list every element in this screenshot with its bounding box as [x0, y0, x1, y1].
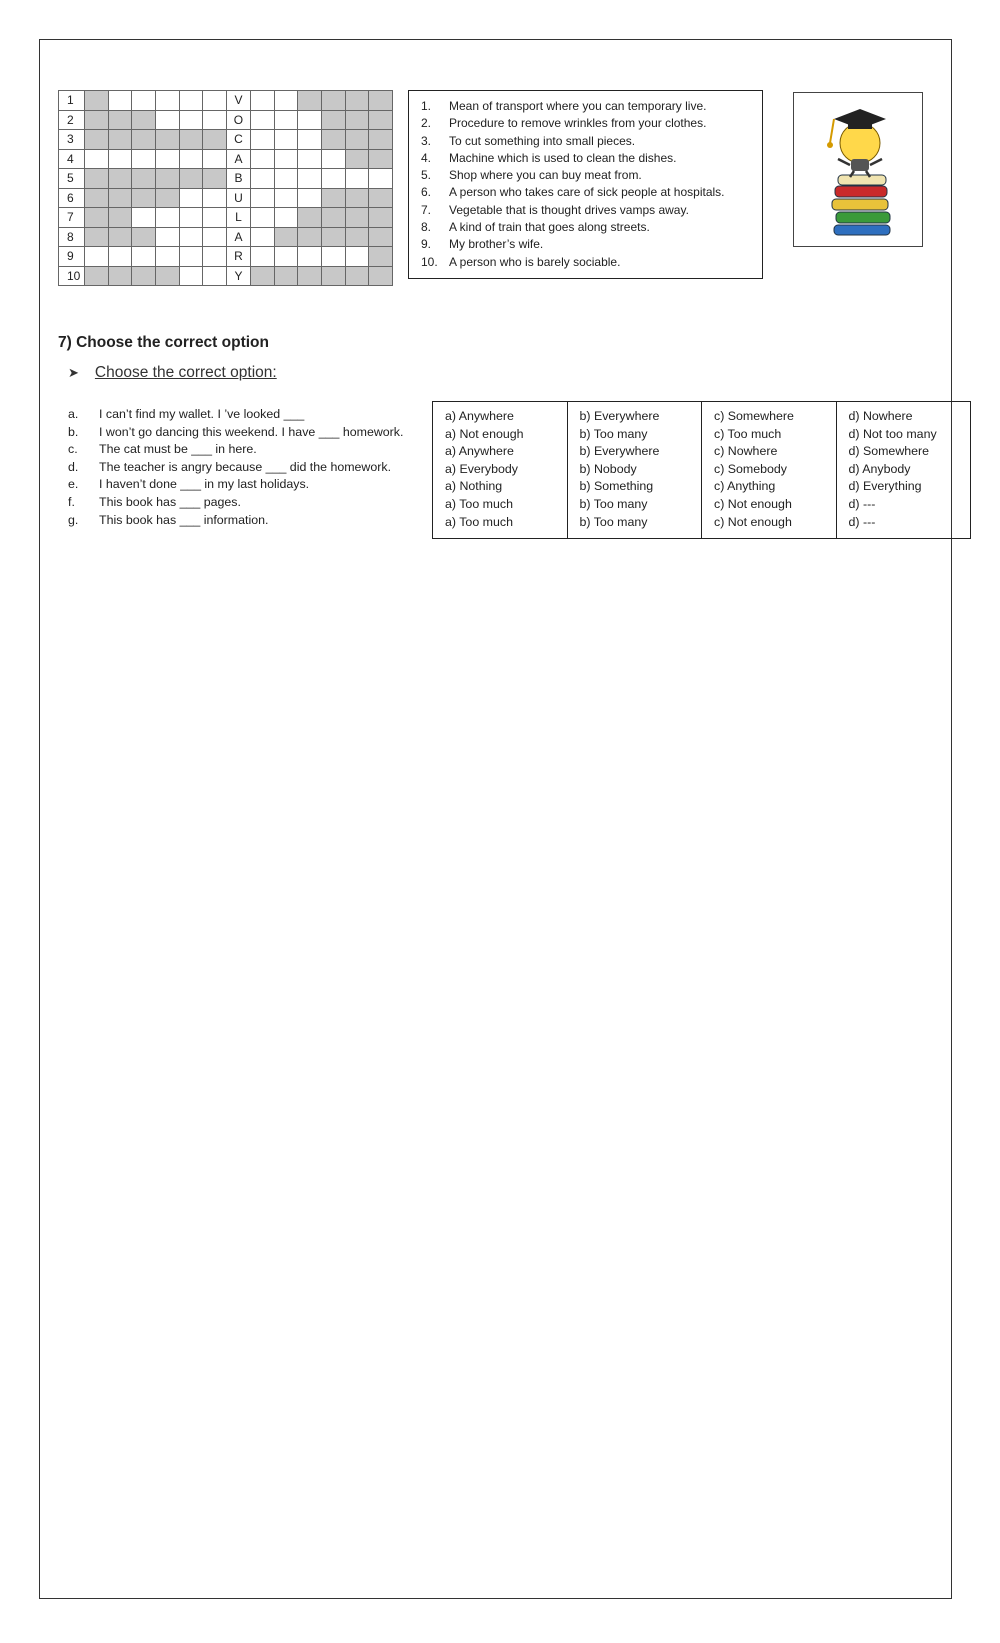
shaded-cell[interactable] [85, 130, 109, 150]
blank-cell[interactable] [250, 169, 274, 189]
clue-item [421, 150, 762, 167]
blank-cell[interactable] [250, 188, 274, 208]
shaded-cell[interactable] [345, 188, 369, 208]
key-letter-cell: Y [227, 266, 251, 286]
clue-text: Vegetable that is thought drives vamps away. [449, 202, 689, 217]
shaded-cell[interactable] [108, 169, 132, 189]
sentence-item [68, 406, 433, 424]
clue-item [421, 219, 762, 236]
option-item[interactable]: a) Nothing [445, 479, 503, 494]
row-number: 9 [59, 247, 85, 267]
blank-cell[interactable] [203, 227, 227, 247]
key-letter-cell: U [227, 188, 251, 208]
shaded-cell[interactable] [85, 227, 109, 247]
blank-cell[interactable] [321, 149, 345, 169]
blank-cell[interactable] [156, 149, 180, 169]
clues-box [408, 90, 763, 279]
option-item[interactable]: a) Anywhere [445, 409, 514, 423]
option-item[interactable]: a) Too much [445, 514, 513, 529]
blank-cell[interactable] [203, 208, 227, 228]
shaded-cell[interactable] [203, 169, 227, 189]
sentence-letter: c. [68, 442, 78, 457]
blank-cell[interactable] [203, 110, 227, 130]
option-item[interactable]: c) Somewhere [714, 409, 794, 423]
sentence-text: I can’t find my wallet. I ’ve looked ___ [99, 407, 305, 421]
key-letter-cell: A [227, 149, 251, 169]
option-item[interactable]: b) Too many [579, 496, 648, 511]
option-item[interactable]: c) Not enough [714, 514, 792, 529]
shaded-cell[interactable] [321, 188, 345, 208]
blank-cell[interactable] [345, 169, 369, 189]
grid-row [59, 91, 393, 111]
option-item[interactable]: c) Not enough [714, 496, 792, 511]
sentence-item [68, 494, 433, 512]
sentence-letter: e. [68, 477, 79, 492]
key-letter-cell: V [227, 91, 251, 111]
shaded-cell[interactable] [369, 91, 393, 111]
instruction [68, 364, 277, 382]
option-item[interactable]: d) Anybody [848, 461, 911, 476]
shaded-cell[interactable] [85, 188, 109, 208]
clue-text: A person who takes care of sick people at hospitals. [449, 185, 725, 200]
key-letter-cell: O [227, 110, 251, 130]
shaded-cell[interactable] [369, 188, 393, 208]
shaded-cell[interactable] [369, 149, 393, 169]
shaded-cell[interactable] [108, 266, 132, 286]
sentence-text: I haven’t done ___ in my last holidays. [99, 477, 310, 492]
blank-cell[interactable] [298, 130, 322, 150]
blank-cell[interactable] [203, 91, 227, 111]
blank-cell[interactable] [179, 247, 203, 267]
blank-cell[interactable] [298, 149, 322, 169]
shaded-cell[interactable] [179, 130, 203, 150]
shaded-cell[interactable] [132, 130, 156, 150]
clue-item [421, 236, 762, 253]
option-column [567, 402, 702, 539]
blank-cell[interactable] [132, 208, 156, 228]
shaded-cell[interactable] [298, 227, 322, 247]
shaded-cell[interactable] [369, 266, 393, 286]
blank-cell[interactable] [203, 149, 227, 169]
clue-number: 9. [421, 237, 432, 252]
clue-item [421, 167, 762, 184]
clue-number: 6. [421, 185, 432, 200]
row-number: 5 [59, 169, 85, 189]
option-column [702, 402, 837, 539]
options-table [432, 401, 971, 539]
option-item[interactable]: c) Anything [714, 479, 776, 494]
clue-item [421, 133, 762, 150]
grid-row [59, 130, 393, 150]
sentence-letter: d. [68, 459, 79, 474]
option-item[interactable]: b) Too many [579, 426, 648, 441]
shaded-cell[interactable] [321, 110, 345, 130]
option-item[interactable]: d) Somewhere [848, 444, 930, 459]
shaded-cell[interactable] [250, 266, 274, 286]
row-number: 6 [59, 188, 85, 208]
shaded-cell[interactable] [321, 91, 345, 111]
section-title: 7) Choose the correct option [58, 334, 269, 351]
key-letter-cell: C [227, 130, 251, 150]
shaded-cell[interactable] [203, 130, 227, 150]
sentence-item [68, 512, 433, 530]
clue-item [421, 184, 762, 201]
shaded-cell[interactable] [345, 130, 369, 150]
clue-text: To cut something into small pieces. [449, 133, 636, 148]
shaded-cell[interactable] [369, 130, 393, 150]
blank-cell[interactable] [298, 110, 322, 130]
key-letter-cell: B [227, 169, 251, 189]
clue-text: Machine which is used to clean the dishes. [449, 150, 677, 165]
shaded-cell[interactable] [298, 208, 322, 228]
option-item[interactable]: b) Everywhere [579, 444, 660, 459]
shaded-cell[interactable] [298, 91, 322, 111]
key-letter-cell: R [227, 247, 251, 267]
blank-cell[interactable] [203, 266, 227, 286]
row-number: 3 [59, 130, 85, 150]
lightbulb-graduate-on-books-icon [794, 93, 922, 246]
blank-cell[interactable] [203, 188, 227, 208]
blank-cell[interactable] [132, 247, 156, 267]
blank-cell[interactable] [250, 149, 274, 169]
option-item[interactable]: d) Not too many [848, 426, 937, 441]
shaded-cell[interactable] [274, 227, 298, 247]
shaded-cell[interactable] [179, 169, 203, 189]
blank-cell[interactable] [132, 91, 156, 111]
blank-cell[interactable] [179, 227, 203, 247]
grid-row [59, 169, 393, 189]
sentence-text: This book has ___ pages. [99, 494, 241, 509]
grid-row [59, 227, 393, 247]
shaded-cell[interactable] [321, 266, 345, 286]
crossword-grid [58, 90, 393, 286]
blank-cell[interactable] [274, 208, 298, 228]
clue-item [421, 254, 762, 271]
shaded-cell[interactable] [274, 266, 298, 286]
grid-row [59, 149, 393, 169]
option-item[interactable]: b) Nobody [579, 461, 637, 476]
blank-cell[interactable] [108, 247, 132, 267]
option-column [836, 402, 971, 539]
option-item[interactable]: b) Too many [579, 514, 648, 529]
grid-row [59, 110, 393, 130]
blank-cell[interactable] [274, 130, 298, 150]
sentence-letter: b. [68, 424, 79, 439]
blank-cell[interactable] [250, 130, 274, 150]
sentence-text: The teacher is angry because ___ did the homework. [99, 459, 392, 474]
blank-cell[interactable] [179, 149, 203, 169]
row-number: 10 [59, 266, 85, 286]
clue-text: A kind of train that goes along streets. [449, 220, 650, 235]
arrowhead-bullet-icon: ➤ [68, 365, 79, 380]
blank-cell[interactable] [250, 208, 274, 228]
sentence-list [68, 406, 433, 529]
sentence-item [68, 476, 433, 494]
clue-number: 5. [421, 168, 432, 183]
blank-cell[interactable] [274, 91, 298, 111]
shaded-cell[interactable] [345, 266, 369, 286]
option-item[interactable]: a) Too much [445, 496, 513, 511]
row-number: 1 [59, 91, 85, 111]
sentence-text: The cat must be ___ in here. [99, 442, 257, 457]
clue-number: 7. [421, 202, 432, 217]
row-number: 4 [59, 149, 85, 169]
sentence-letter: g. [68, 512, 79, 527]
blank-cell[interactable] [179, 91, 203, 111]
blank-cell[interactable] [156, 208, 180, 228]
shaded-cell[interactable] [156, 169, 180, 189]
shaded-cell[interactable] [108, 110, 132, 130]
blank-cell[interactable] [274, 188, 298, 208]
shaded-cell[interactable] [345, 227, 369, 247]
blank-cell[interactable] [274, 149, 298, 169]
blank-cell[interactable] [321, 247, 345, 267]
blank-cell[interactable] [156, 91, 180, 111]
row-number: 7 [59, 208, 85, 228]
option-item[interactable]: d) Everything [848, 479, 922, 494]
shaded-cell[interactable] [156, 266, 180, 286]
shaded-cell[interactable] [345, 149, 369, 169]
shaded-cell[interactable] [345, 208, 369, 228]
clue-number: 4. [421, 150, 432, 165]
blank-cell[interactable] [250, 110, 274, 130]
shaded-cell[interactable] [132, 266, 156, 286]
shaded-cell[interactable] [85, 208, 109, 228]
shaded-cell[interactable] [345, 110, 369, 130]
shaded-cell[interactable] [345, 91, 369, 111]
clue-number: 8. [421, 220, 432, 235]
option-item[interactable]: d) Nowhere [848, 409, 913, 423]
shaded-cell[interactable] [108, 208, 132, 228]
clue-text: Mean of transport where you can temporary live. [449, 99, 707, 113]
shaded-cell[interactable] [156, 188, 180, 208]
blank-cell[interactable] [274, 110, 298, 130]
blank-cell[interactable] [179, 110, 203, 130]
blank-cell[interactable] [274, 247, 298, 267]
shaded-cell[interactable] [132, 188, 156, 208]
blank-cell[interactable] [156, 110, 180, 130]
picture-frame [793, 92, 923, 247]
sentence-letter: a. [68, 407, 79, 421]
blank-cell[interactable] [156, 247, 180, 267]
key-letter-cell: A [227, 227, 251, 247]
shaded-cell[interactable] [369, 208, 393, 228]
shaded-cell[interactable] [85, 110, 109, 130]
row-number: 8 [59, 227, 85, 247]
blank-cell[interactable] [298, 188, 322, 208]
row-number: 2 [59, 110, 85, 130]
shaded-cell[interactable] [132, 227, 156, 247]
blank-cell[interactable] [345, 247, 369, 267]
blank-cell[interactable] [179, 188, 203, 208]
option-item[interactable]: a) Everybody [445, 461, 519, 476]
shaded-cell[interactable] [132, 169, 156, 189]
shaded-cell[interactable] [85, 91, 109, 111]
shaded-cell[interactable] [321, 130, 345, 150]
blank-cell[interactable] [179, 208, 203, 228]
clue-text: Shop where you can buy meat from. [449, 168, 642, 183]
shaded-cell[interactable] [369, 227, 393, 247]
sentence-item [68, 441, 433, 459]
option-item[interactable]: b) Something [579, 479, 654, 494]
option-item[interactable]: d) --- [848, 496, 876, 511]
clue-number: 1. [421, 99, 432, 113]
clue-number: 10. [421, 254, 438, 269]
shaded-cell[interactable] [85, 169, 109, 189]
blank-cell[interactable] [108, 149, 132, 169]
blank-cell[interactable] [85, 149, 109, 169]
shaded-cell[interactable] [298, 266, 322, 286]
clue-item [421, 115, 762, 132]
grid-row [59, 266, 393, 286]
sentence-item [68, 424, 433, 442]
option-item[interactable]: c) Somebody [714, 461, 788, 476]
blank-cell[interactable] [108, 91, 132, 111]
blank-cell[interactable] [369, 169, 393, 189]
option-item[interactable]: a) Anywhere [445, 444, 514, 459]
clue-text: A person who is barely sociable. [449, 254, 621, 269]
blank-cell[interactable] [203, 247, 227, 267]
shaded-cell[interactable] [108, 188, 132, 208]
clue-number: 2. [421, 116, 432, 131]
shaded-cell[interactable] [132, 110, 156, 130]
grid-row [59, 188, 393, 208]
blank-cell[interactable] [85, 247, 109, 267]
shaded-cell[interactable] [108, 227, 132, 247]
sentence-text: I won’t go dancing this weekend. I have ___ homework. [99, 424, 404, 439]
grid-row [59, 208, 393, 228]
clue-text: My brother’s wife. [449, 237, 544, 252]
option-item[interactable]: c) Too much [714, 426, 782, 441]
shaded-cell[interactable] [156, 130, 180, 150]
option-column [433, 402, 568, 539]
blank-cell[interactable] [250, 247, 274, 267]
clue-number: 3. [421, 133, 432, 148]
blank-cell[interactable] [250, 227, 274, 247]
blank-cell[interactable] [179, 266, 203, 286]
grid-row [59, 247, 393, 267]
option-item[interactable]: c) Nowhere [714, 444, 778, 459]
blank-cell[interactable] [274, 169, 298, 189]
clue-text: Procedure to remove wrinkles from your clothes. [449, 116, 707, 131]
clue-item [421, 98, 762, 115]
option-item[interactable]: d) --- [848, 514, 876, 529]
shaded-cell[interactable] [369, 247, 393, 267]
blank-cell[interactable] [132, 149, 156, 169]
blank-cell[interactable] [250, 91, 274, 111]
shaded-cell[interactable] [85, 266, 109, 286]
shaded-cell[interactable] [369, 110, 393, 130]
blank-cell[interactable] [298, 169, 322, 189]
shaded-cell[interactable] [321, 227, 345, 247]
shaded-cell[interactable] [108, 130, 132, 150]
blank-cell[interactable] [321, 169, 345, 189]
shaded-cell[interactable] [321, 208, 345, 228]
instruction-text: Choose the correct option: [94, 364, 277, 381]
blank-cell[interactable] [298, 247, 322, 267]
sentence-item [68, 459, 433, 477]
sentence-letter: f. [68, 494, 75, 509]
clue-item [421, 202, 762, 219]
key-letter-cell: L [227, 208, 251, 228]
option-item[interactable]: b) Everywhere [579, 409, 660, 423]
blank-cell[interactable] [156, 227, 180, 247]
sentence-text: This book has ___ information. [99, 512, 269, 527]
option-item[interactable]: a) Not enough [445, 426, 524, 441]
